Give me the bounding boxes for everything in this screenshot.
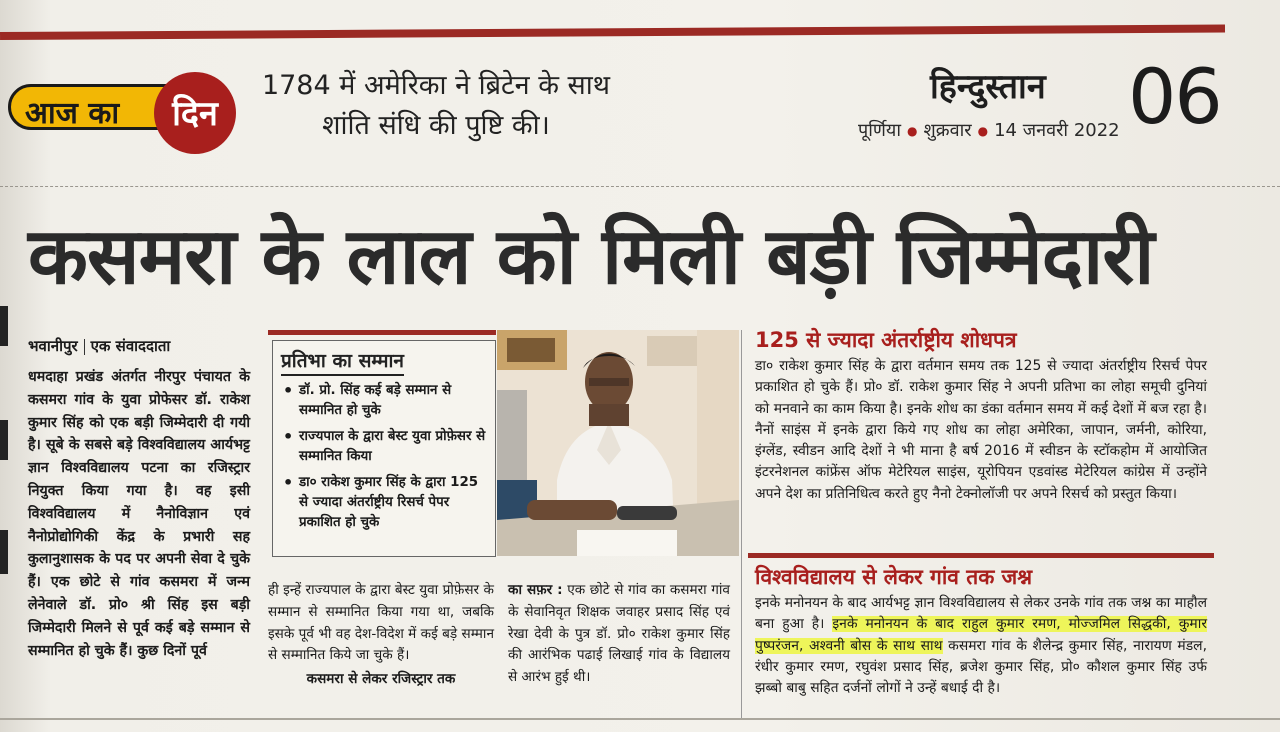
left-edge-bars xyxy=(0,300,10,720)
badge-right-text: दिन xyxy=(172,94,218,134)
badge-left-text: आज का xyxy=(25,96,120,131)
list-item xyxy=(281,427,487,467)
research-papers-body: डा० राकेश कुमार सिंह के द्वारा वर्तमान समय तक 125 से ज्यादा अंतर्राष्ट्रीय रिसर्च पेपर प्रकाशित हो चुके हैं। प्रो० डॉ. राकेश कुमार सिंह ने अपनी प्रतिभा का लोहा समूची दुनियां को मनवाने का काम किया है। इनके शोध का डंका वर्तमान समय में कई देशों में बज रहा है। नैनों साइंस में इनके द्वारा किये गए शोध का लोहा अमेरिका, जापान, जर्मनी, कोरिया, इंग्लेंड, स्वीडन आदि देशों ने भी माना है बर्ष 2016 में स्वीडन के स्टॉकहोम में आयोजित इंटरनेशनल कांफ्रेंस ऑफ मेटेरियल साइंस, यूरोपियन एडवांस्ड मेटेरियल कांग्रेस में उन्होंने अपने देश का प्रतिनिधित्व करते हुए नैनो टेक्नोलॉजी पर अपने रिसर्च को प्रस्तुत किया। xyxy=(755,358,1207,502)
article-column-3 xyxy=(508,580,730,689)
list-item xyxy=(281,473,487,533)
celebration-text-end: कसमरा गांव के शैलेन्द्र कुमार सिंह, नारायण मंडल, रंधीर कुमार रमण, रघुवंश प्रसाद सिंह, ब्रजेश कुमार सिंह, प्रो० कौशल कुमार सिंह उर्फ झब्बो बाबु सहित दर्जनों लोगों ने उन्हें बधाई दी है। xyxy=(755,637,1207,697)
page-number: 06 xyxy=(1128,52,1221,141)
article-column-1: धमदाहा प्रखंड अंतर्गत नीरपुर पंचायत के कसमरा गांव के युवा प्रोफेसर डॉ. राकेश कुमार सिंह को एक बड़ी जिम्मेदारी दी गयी है। सूबे के सबसे बड़े विश्वविद्यालय आर्यभट्ट ज्ञान विश्वविद्यालय पटना का रजिस्ट्रार नियुक्त किया गया है। वह इसी विश्वविद्यालय में नैनोविज्ञान एवं नैनोप्रोद्योगिकी केंद्र के प्रभारी सह कुलानुशासक के पद पर अपनी सेवा दे चुके हैं। एक छोटे से गांव कसमरा में जन्म लेनेवाले डॉ. प्रो० श्री सिंह इस बड़ी जिम्मेदारी मिलने से पूर्व कई बड़े सम्मान से सम्मानित हो चुके हैं। कुछ दिनों पूर्व xyxy=(28,369,250,659)
badge-circle xyxy=(154,72,236,154)
right-section-rule xyxy=(748,553,1214,558)
list-item-text: डा० राकेश कुमार सिंह के द्वारा 125 से ज्यादा अंतर्राष्ट्रीय रिसर्च पेपर प्रकाशित हो चुके xyxy=(299,475,479,530)
bottom-rule xyxy=(0,718,1280,720)
column-2-text: ही इन्हें राज्यपाल के द्वारा बेस्ट युवा प्रोफ़ेसर के सम्मान से सम्मानित किया गया था, जबकि इसके पूर्व भी वह देश-विदेश में कई बड़े सम्मान से सम्मानित किये जा चुके हैं। xyxy=(268,582,494,664)
section-divider xyxy=(0,186,1280,187)
article-column-2 xyxy=(268,580,494,691)
column-3-lead: का सफ़र : xyxy=(508,582,563,598)
box-top-rule xyxy=(268,330,496,335)
bullet-icon: • xyxy=(283,473,294,492)
aaj-ka-din-badge xyxy=(8,70,233,152)
column-3-text: एक छोटे से गांव का कसमरा गांव के सेवानिवृत शिक्षक जवाहर प्रसाद सिंह एवं रेखा देवी के पुत्र डॉ. प्रो० राकेश कुमार सिंह की आरंभिक पढाई लिखाई गांव के विद्यालय से आरंभ हुई थी। xyxy=(508,582,730,686)
list-item-text: डॉ. प्रो. सिंह कई बड़े सम्मान से सम्मानित हो चुके xyxy=(299,383,452,418)
dateline xyxy=(858,118,1120,142)
fact-line-1: 1784 में अमेरिका ने ब्रिटेन के साथ xyxy=(261,70,611,101)
fact-line-2: शांति संधि की पुष्टि की। xyxy=(322,110,550,141)
bullet-dot-icon: ● xyxy=(907,124,918,138)
edge-bar xyxy=(0,306,8,346)
top-rule xyxy=(0,25,1225,40)
column-divider xyxy=(741,330,742,720)
bullet-icon: • xyxy=(283,381,294,400)
photo-illustration xyxy=(497,330,739,556)
day-fact xyxy=(246,66,626,146)
box-title: प्रतिभा का सम्मान xyxy=(281,347,404,376)
professor-photo xyxy=(497,330,739,556)
subheading-kasmara-to-registrar: कसमरा से लेकर रजिस्ट्रार तक xyxy=(306,671,456,688)
dateline-city: पूर्णिया xyxy=(858,120,902,141)
research-papers-heading: 125 से ज्यादा अंतर्राष्ट्रीय शोधपत्र xyxy=(755,328,1017,352)
byline-place: भवानीपुर xyxy=(28,337,78,355)
highlights-box xyxy=(272,340,496,557)
bullet-dot-icon: ● xyxy=(977,124,989,138)
celebration-body xyxy=(755,593,1207,699)
main-headline: कसमरा के लाल को मिली बड़ी जिम्मेदारी xyxy=(28,212,1154,302)
bullet-icon: • xyxy=(283,427,294,446)
dateline-day: शुक्रवार xyxy=(923,120,972,141)
dateline-date: 14 जनवरी 2022 xyxy=(994,120,1120,141)
highlighted-text: इनके मनोनयन के बाद राहुल कुमार रमण, मोज्जमिल सिद्धकी, कुमार पुष्परंजन, अश्वनी बोस के साथ साथ xyxy=(755,616,1208,654)
byline xyxy=(28,336,170,356)
paper-name: हिन्दुस्तान xyxy=(930,67,1046,107)
celebration-text-start: इनके मनोनयन के बाद आर्यभट्ट ज्ञान विश्वविद्यालय से लेकर उनके गांव तक जश्न का माहौल बना हुआ है। xyxy=(755,595,1207,633)
byline-reporter: एक संवाददाता xyxy=(90,337,171,355)
list-item-text: राज्यपाल के द्वारा बेस्ट युवा प्रोफ़ेसर से सम्मानित किया xyxy=(299,429,486,464)
highlights-list xyxy=(281,381,487,539)
list-item xyxy=(281,381,487,421)
edge-bar xyxy=(0,530,8,574)
byline-separator xyxy=(84,339,85,355)
edge-bar xyxy=(0,420,8,460)
celebration-heading: विश्वविद्यालय से लेकर गांव तक जश्न xyxy=(755,565,1033,589)
